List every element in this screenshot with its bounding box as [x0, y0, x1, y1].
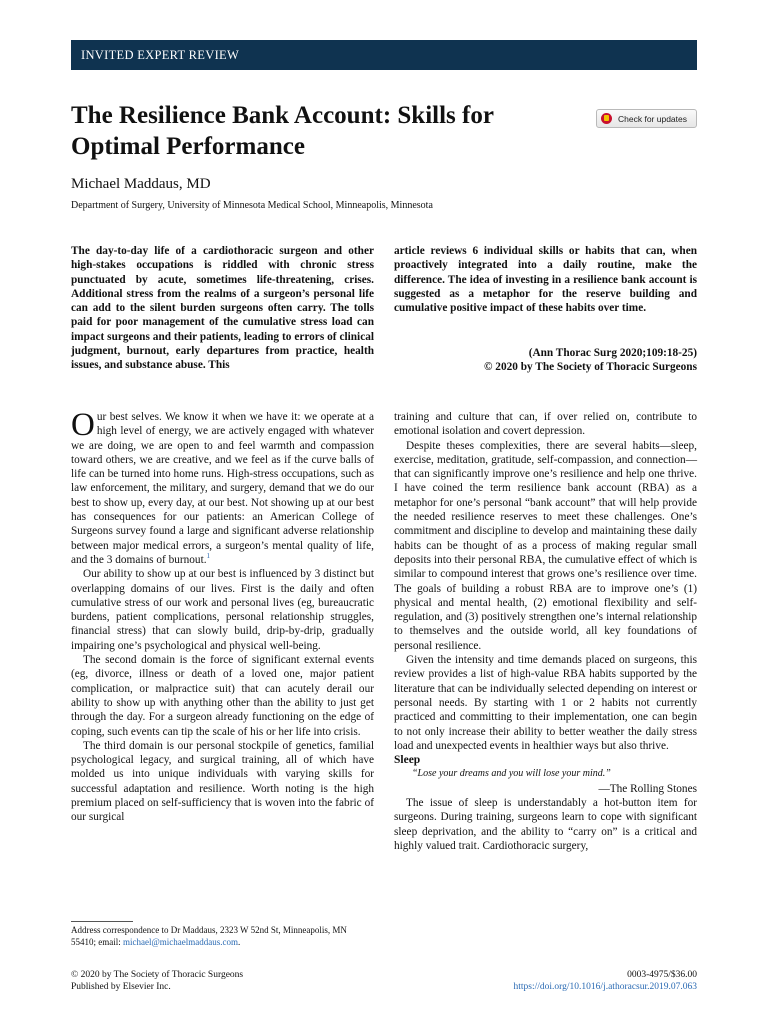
footnote-end: . — [238, 937, 241, 947]
abstract-left: The day-to-day life of a cardiothoracic surgeon and other high-stakes occupations is riddled with chronic stress punctuated by acute, sometimes life-threatening, crises. Additional stress from the realms of a surgeon’s personal life can add to the silent burden surgeons often carry. The tolls paid for poor management of the cumulative stress load can impact surgeons and their patients, leading to errors of clinical judgment, burnout, early departures from practice, health issues, and substance abuse. This — [71, 245, 374, 372]
email-link[interactable]: michael@michaelmaddaus.com — [123, 937, 238, 947]
footer-publisher: Published by Elsevier Inc. — [71, 982, 171, 992]
author-name: Michael Maddaus, MD — [71, 176, 211, 192]
doi-link[interactable]: https://doi.org/10.1016/j.athoracsur.2019.07.063 — [513, 982, 697, 992]
article-type-banner: INVITED EXPERT REVIEW — [71, 40, 697, 70]
epigraph-attribution: —The Rolling Stones — [598, 782, 697, 795]
paragraph: The second domain is the force of significant external events (eg, divorce, illness or death of a loved one, major patient complication, or malpractice suit) that can acutely derail our ability to show up with anything other than the ability to just get through the day. For a surgeon already functioning on the edge of coping, such events can tip the scale of his or her life into crisis. — [71, 654, 374, 738]
footer-right — [430, 969, 697, 993]
footer-issn: 0003-4975/$36.00 — [627, 970, 697, 980]
reference-link[interactable]: 1 — [206, 552, 211, 561]
paragraph: The issue of sleep is understandably a hot-button item for surgeons. During training, surgeons learn to cope with significant sleep deprivation, and the ability to “carry on” is a critical and highly valued trait. Cardiothoracic surgery, — [394, 797, 697, 852]
paragraph-text: ur best selves. We know it when we have it: we operate at a high level of energy, we are actively engaged with whatever we are doing, we are open to and feel warmth and compassion toward others, we are creative, and we feel as if the curve balls of life can be turned into home runs. High-stress occupations, such as law enforcement, the military, and surgery, demand that we do our best to show up, every day, at our best. Not showing up at our best has consequences for our patients: an American College of Surgeons survey found a large and significant adverse relationship between major medical errors, a surgeon’s mental quality of life, and the 3 domains of burnout. — [71, 411, 374, 566]
paragraph: Despite theses complexities, there are several habits—sleep, exercise, meditation, gratitude, self-compassion, and connection—that can significantly improve one’s resilience and help one thrive. I have coined the term resilience bank account (RBA) as a metaphor for one’s personal “bank account” that will help provide the needed resilience reserves to meet these challenges. One’s commitment and discipline to develop and maintaining these daily habits can be thought of as a process of making regular small deposits into their personal RBA, the cumulative effect of which is similar to compound interest that grows one’s resilience over time. The goals of building a robust RBA are to improve one’s (1) physical and mental health, (2) emotional flexibility and self-regulation, and (3) positively strengthen one’s internal relationship to themselves and the outside world, all key foundations of personal resilience. — [394, 439, 697, 652]
paragraph: Our ability to show up at our best is influenced by 3 distinct but overlapping domains of our lives. First is the daily and often cumulative stress of our work and personal lives (eg, bureaucratic burdens, patient complications, personal relationship struggles, financial stress) that can slowly build, drip-by-drip, gradually impairing one’s psychological and physical well-being. — [71, 568, 374, 652]
article-title: The Resilience Bank Account: Skills for Optimal Performance — [71, 102, 494, 160]
section-heading: Sleep — [394, 754, 421, 767]
check-for-updates-label: Check for updates — [618, 113, 687, 124]
author-affiliation: Department of Surgery, University of Minnesota Medical School, Minneapolis, Minnesota — [71, 200, 433, 211]
citation-line: (Ann Thorac Surg 2020;109:18-25) — [528, 347, 697, 359]
paragraph — [71, 407, 374, 567]
body-column-left — [71, 407, 374, 825]
paragraph: The third domain is our personal stockpile of genetics, familial psychological legacy, and surgical training, all of which have molded us into unique individuals with varying skills for successful adaptation and resilience. Worth noting is the high premium placed on self-sufficiency that is woven into the fabric of our surgical — [71, 739, 374, 824]
copyright-line: © 2020 by The Society of Thoracic Surgeons — [484, 361, 697, 374]
body-column-right — [394, 410, 697, 853]
drop-cap: O — [71, 407, 95, 443]
crossmark-icon — [601, 113, 612, 124]
paragraph: Given the intensity and time demands placed on surgeons, this review provides a list of high-value RBA habits supported by the literature that can be individually selected depending on interest or personal needs. By starting with 1 or 2 habits not currently practiced and committing to their implementation, one can begin to not only increase their ability to better weather the daily stress load and unexpected events in healthier ways but also thrive. — [394, 654, 697, 752]
abstract-citation — [394, 346, 697, 375]
check-for-updates-button[interactable] — [596, 109, 697, 128]
abstract-right: article reviews 6 individual skills or habits that can, when proactively integrated into a daily routine, make the difference. The idea of investing in a resilience bank account is suggested as a metaphor for the reserve building and cumulative positive impact of these habits over time. — [394, 245, 697, 315]
footnote-divider — [71, 921, 133, 922]
footer-left — [71, 969, 243, 993]
correspondence-footnote — [71, 924, 374, 948]
epigraph-quote: “Lose your dreams and you will lose your mind.” — [412, 768, 611, 780]
footnote-text: Address correspondence to Dr Maddaus, 2323 W 52nd St, Minneapolis, MN 55410; email: — [71, 925, 347, 947]
footer-copyright: © 2020 by The Society of Thoracic Surgeons — [71, 970, 244, 980]
paragraph: training and culture that can, if over relied on, contribute to emotional isolation and covert depression. — [394, 411, 697, 438]
